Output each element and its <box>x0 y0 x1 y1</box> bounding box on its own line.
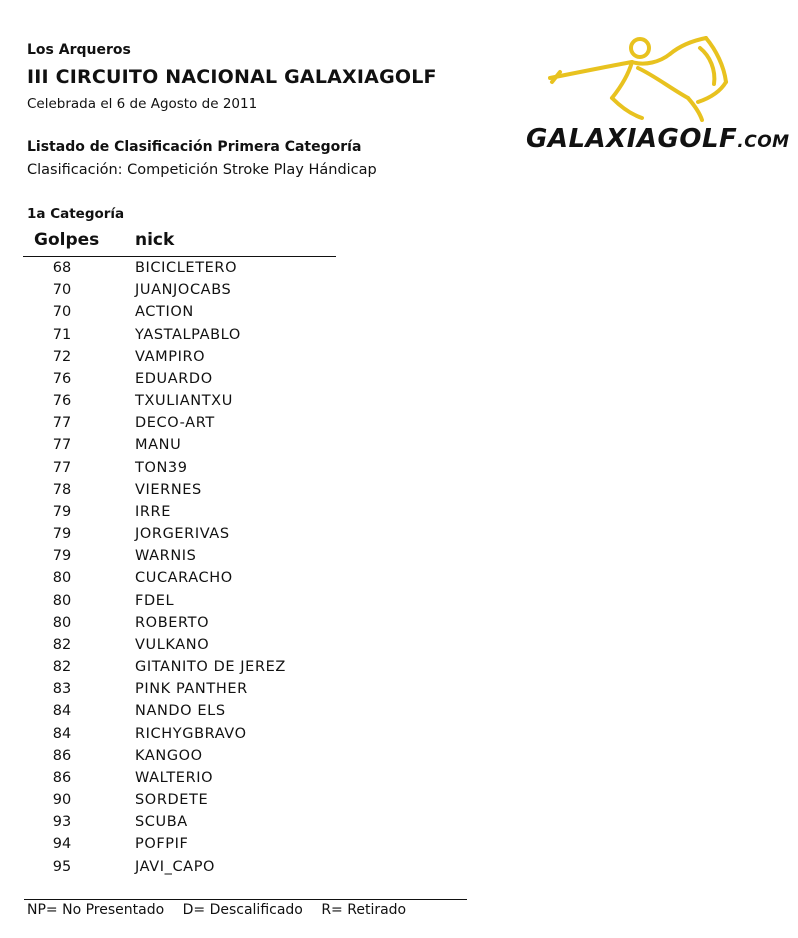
nick-cell: BICICLETERO <box>135 260 238 276</box>
table-row <box>0 613 400 635</box>
golpes-cell: 77 <box>52 459 72 476</box>
table-row <box>0 568 400 590</box>
event-date: Celebrada el 6 de Agosto de 2011 <box>27 96 258 112</box>
table-row <box>0 768 400 790</box>
golpes-cell: 95 <box>52 858 72 875</box>
golpes-cell: 78 <box>52 481 72 498</box>
table-row <box>0 458 400 480</box>
nick-cell: DECO-ART <box>135 415 215 432</box>
nick-cell: SCUBA <box>135 814 188 831</box>
golpes-cell: 86 <box>52 747 72 764</box>
golpes-cell: 86 <box>52 769 72 786</box>
golpes-cell: 71 <box>52 326 72 343</box>
category-label: 1a Categoría <box>27 206 125 222</box>
nick-cell: TON39 <box>135 459 188 476</box>
nick-cell: PINK PANTHER <box>135 681 248 698</box>
nick-cell: VULKANO <box>135 636 210 653</box>
nick-cell: JAVI_CAPO <box>135 858 216 875</box>
table-row <box>0 546 400 568</box>
golpes-cell: 84 <box>52 703 72 720</box>
golpes-cell: 94 <box>52 836 72 853</box>
golpes-cell: 76 <box>52 370 72 387</box>
golpes-cell: 68 <box>52 260 72 276</box>
golpes-cell: 70 <box>52 282 72 299</box>
nick-cell: WARNIS <box>135 548 197 565</box>
nick-cell: CUCARACHO <box>135 570 233 587</box>
golpes-cell: 93 <box>52 814 72 831</box>
nick-cell: WALTERIO <box>135 769 214 786</box>
legend-r: R= Retirado <box>321 902 407 918</box>
nick-cell: EDUARDO <box>135 370 213 387</box>
column-header-golpes: Golpes <box>34 230 100 250</box>
nick-cell: POFPIF <box>135 836 189 853</box>
table-row <box>0 812 400 834</box>
table-row <box>0 302 400 324</box>
nick-cell: YASTALPABLO <box>135 326 241 343</box>
table-row <box>0 413 400 435</box>
golpes-cell: 80 <box>52 592 72 609</box>
golpes-cell: 90 <box>52 792 72 809</box>
nick-cell: FDEL <box>135 592 175 609</box>
table-row <box>0 657 400 679</box>
golfer-swing-icon <box>520 36 768 122</box>
legend <box>27 902 420 918</box>
table-row <box>0 258 400 280</box>
table-row <box>0 746 400 768</box>
nick-cell: NANDO ELS <box>135 703 226 720</box>
nick-cell: VIERNES <box>135 481 202 498</box>
logo-wordmark: GALAXIAGOLF.COM <box>526 124 790 154</box>
nick-cell: ROBERTO <box>135 614 210 631</box>
golpes-cell: 84 <box>52 725 72 742</box>
table-row <box>0 834 400 856</box>
golpes-cell: 83 <box>52 681 72 698</box>
table-row <box>0 347 400 369</box>
galaxiagolf-logo <box>520 36 790 156</box>
table-row <box>0 679 400 701</box>
table-row <box>0 480 400 502</box>
nick-cell: JUANJOCABS <box>135 282 232 299</box>
golpes-cell: 77 <box>52 415 72 432</box>
list-title: Listado de Clasificación Primera Categoría <box>27 139 362 155</box>
table-row <box>0 325 400 347</box>
golpes-cell: 79 <box>52 503 72 520</box>
golpes-cell: 76 <box>52 393 72 410</box>
nick-cell: ACTION <box>135 304 194 321</box>
golpes-cell: 80 <box>52 570 72 587</box>
table-row <box>0 524 400 546</box>
nick-cell: SORDETE <box>135 792 209 809</box>
golpes-cell: 80 <box>52 614 72 631</box>
nick-cell: RICHYGBRAVO <box>135 725 247 742</box>
page-title: III CIRCUITO NACIONAL GALAXIAGOLF <box>27 66 437 88</box>
nick-cell: VAMPIRO <box>135 348 206 365</box>
legend-np: NP= No Presentado <box>27 902 165 918</box>
table-row <box>0 701 400 723</box>
golpes-cell: 82 <box>52 659 72 676</box>
table-row <box>0 857 400 879</box>
golpes-cell: 70 <box>52 304 72 321</box>
table-row <box>0 790 400 812</box>
table-row <box>0 591 400 613</box>
nick-cell: KANGOO <box>135 747 203 764</box>
golpes-cell: 79 <box>52 548 72 565</box>
table-row <box>0 435 400 457</box>
table-row <box>0 391 400 413</box>
golpes-cell: 77 <box>52 437 72 454</box>
golpes-cell: 82 <box>52 636 72 653</box>
golpes-cell: 72 <box>52 348 72 365</box>
club-name: Los Arqueros <box>27 42 131 58</box>
table-row <box>0 724 400 746</box>
results-list <box>0 258 400 879</box>
nick-cell: JORGERIVAS <box>135 526 230 543</box>
legend-d: D= Descalificado <box>182 902 303 918</box>
table-row <box>0 502 400 524</box>
table-row <box>0 635 400 657</box>
table-row <box>0 369 400 391</box>
table-row <box>0 280 400 302</box>
column-header-nick: nick <box>135 230 175 250</box>
nick-cell: GITANITO DE JEREZ <box>135 659 286 676</box>
nick-cell: IRRE <box>135 503 171 520</box>
golpes-cell: 79 <box>52 526 72 543</box>
footer-divider <box>24 899 467 900</box>
nick-cell: MANU <box>135 437 182 454</box>
header-divider <box>23 256 336 257</box>
classification-type: Clasificación: Competición Stroke Play Hándicap <box>27 162 377 178</box>
nick-cell: TXULIANTXU <box>135 393 233 410</box>
